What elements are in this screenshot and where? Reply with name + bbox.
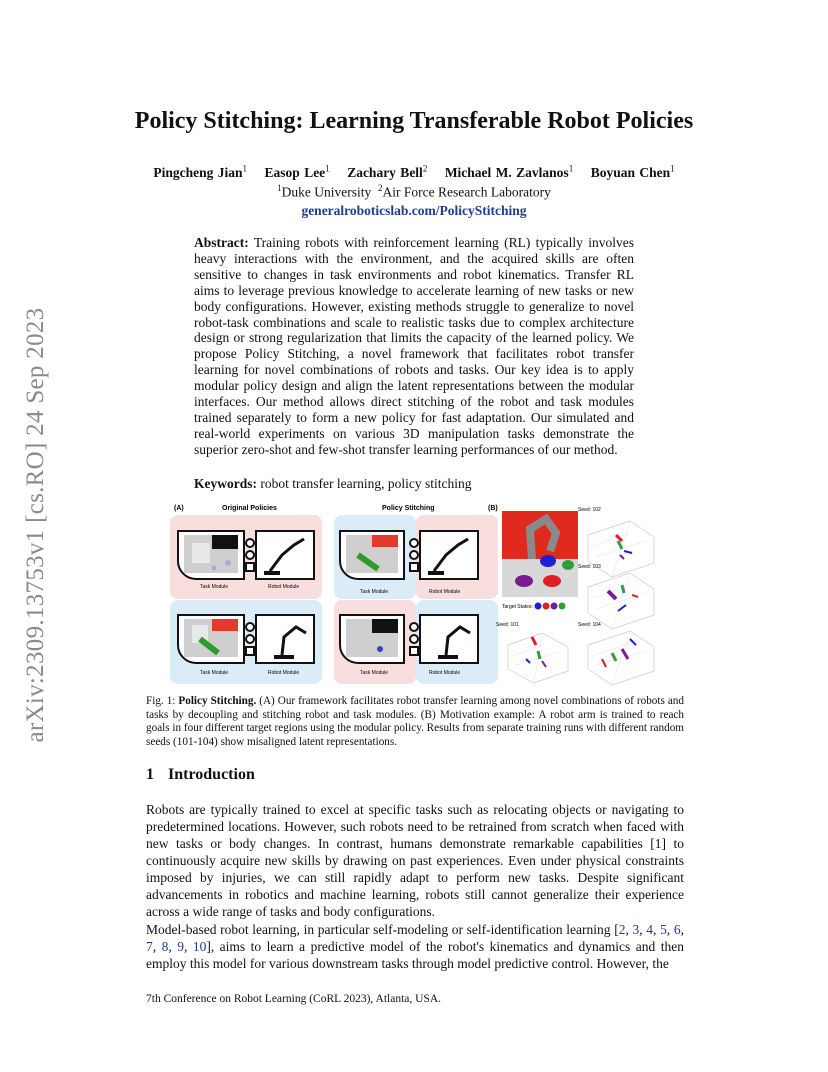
robot-scene-photo — [502, 511, 578, 597]
abstract-label: Abstract: — [194, 235, 249, 250]
author: Pingcheng Jian$^1$ — [153, 163, 248, 180]
author: Boyuan Chen$^1$ — [590, 163, 675, 180]
author: Easop Lee$^1$ — [264, 163, 330, 180]
fig-label-robot-module: Robot Module — [429, 670, 461, 676]
author: Michael M. Zavlanos$^1$ — [444, 163, 574, 180]
section-title: Introduction — [168, 766, 255, 783]
fig-label-task-module: Task Module — [200, 584, 229, 590]
author-list — [0, 163, 828, 181]
project-url-link[interactable]: generalroboticslab.com/PolicyStitching — [301, 203, 527, 218]
task-module-block — [340, 531, 404, 579]
fig-label-robot-module: Robot Module — [268, 670, 300, 676]
panel-b-label: (B) — [488, 505, 498, 512]
latent-plot-seed-103 — [588, 573, 654, 629]
citation-link[interactable]: 9 — [177, 939, 184, 954]
arxiv-identifier — [16, 290, 56, 760]
section-number: 1 — [146, 766, 154, 783]
citation-link[interactable]: 5 — [660, 922, 667, 937]
latent-plot-seed-101 — [508, 633, 568, 683]
abstract-text: Training robots with reinforcement learning (RL) typically involves heavy interactions with the environment, and the acquired skills are often sensitive to changes in task environments and robot kinematics. Transfer RL aims to leverage previous knowledge to accelerate learning of new tasks or new body configurations. However, existing methods struggle to generalize to novel robot-task combinations and scale to realistic tasks due to complex architecture design or strong regularization that limits the capacity of the learned policy. We propose Policy Stitching, a novel framework that facilitates robot transfer learning for novel combinations of robots and tasks. Our key idea is to apply modular policy design and align the latent representations between the modular interfaces. Our method allows direct stitching of the robot and task modules trained separately to form a new policy for fast adaptation. Our simulated and real-world experiments on various 3D manipulation tasks demonstrate the superior zero-shot and few-shot transfer learning performances of our method. — [194, 235, 634, 457]
figure-1 — [170, 499, 662, 687]
latent-plot-seed-104 — [588, 631, 654, 685]
robot-module-block — [246, 531, 314, 579]
caption-text: (A) Our framework facilitates robot transfer learning among novel combinations of robots and tasks by decoupling and stitching robot and task modules. (B) Motivation example: A robot arm is trained to reach goals in four different target regions using the modular policy. Results from separate training runs with different random seeds (101-104) show misaligned latent representations. — [146, 695, 685, 748]
caption-bold: Policy Stitching. — [178, 695, 257, 707]
citation-link[interactable]: 10 — [192, 939, 207, 954]
fig-label-task-module: Task Module — [360, 589, 389, 595]
citation-link[interactable]: 3 — [632, 922, 640, 937]
seed-label: Seed: 103 — [578, 564, 601, 570]
paper-title: Policy Stitching: Learning Transferable Robot Policies — [134, 108, 694, 134]
fig-label-task-module: Task Module — [200, 670, 229, 676]
keywords-text: robot transfer learning, policy stitching — [260, 476, 472, 491]
abstract — [194, 235, 634, 458]
intro-paragraph-2: Model-based robot learning, in particular self-modeling or self-identification learning [2, 3, 4, 5, 6, 7, 8, 9, 10], aims to learn a predictive model of the robot's kinematics and dynamics and then employ this model for various downstream tasks through model predictive control. However, the — [146, 922, 685, 971]
keywords-label: Keywords: — [194, 476, 257, 491]
keywords — [194, 476, 634, 492]
task-module-block — [340, 615, 404, 663]
citation-link[interactable]: 7 — [146, 939, 153, 954]
conference-footer: 7th Conference on Robot Learning (CoRL 2023), Atlanta, USA. — [146, 993, 442, 1005]
policy-stitching-title: Policy Stitching — [382, 505, 435, 512]
citation-link[interactable]: 2 — [618, 922, 626, 937]
seed-label: Seed: 101 — [496, 622, 519, 628]
task-module-block — [178, 531, 244, 579]
panel-a-label: (A) — [174, 505, 184, 512]
robot-module-block — [410, 531, 478, 579]
citation-link[interactable]: 8 — [161, 939, 169, 954]
citation-link[interactable]: 4 — [646, 922, 654, 937]
target-states-label: Target States: — [502, 604, 533, 610]
intro-paragraph-1: Robots are typically trained to excel at specific tasks such as relocating objects or navigating to predetermined locations. However, such robots need to be retrained from scratch when faced with new tasks or body changes. In contrast, humans demonstrate remarkable capabilities [1] to continuously acquire new skills by drawing on past experiences. Even under physical constraints imposed by injuries, we can still rapidly adapt to perform new tasks. Despite significant advancements in robotics and machine learning, robots still cannot generalize their experience across a wide range of tasks and body configurations. — [146, 802, 684, 919]
fig-label-task-module: Task Module — [360, 670, 389, 676]
seed-label: Seed: 104 — [578, 622, 601, 628]
arxiv-identifier-text: arXiv:2309.13753v1 [cs.RO] 24 Sep 2023 — [22, 307, 49, 743]
section-heading — [146, 766, 255, 784]
figure-caption — [146, 695, 684, 749]
author: Zachary Bell$^2$ — [347, 163, 428, 180]
seed-label: Seed: 102 — [578, 507, 601, 513]
fig-label-robot-module: Robot Module — [268, 584, 300, 590]
affiliations: $^1$Duke University $^2$Air Force Research Laboratory — [277, 183, 551, 200]
fig-label-robot-module: Robot Module — [429, 589, 461, 595]
citation-link[interactable]: 6 — [673, 922, 681, 937]
task-module-block — [178, 615, 244, 663]
robot-module-block — [410, 615, 478, 663]
original-policies-title: Original Policies — [222, 505, 277, 512]
robot-module-block — [246, 615, 314, 663]
caption-label: Fig. 1: — [146, 695, 176, 707]
